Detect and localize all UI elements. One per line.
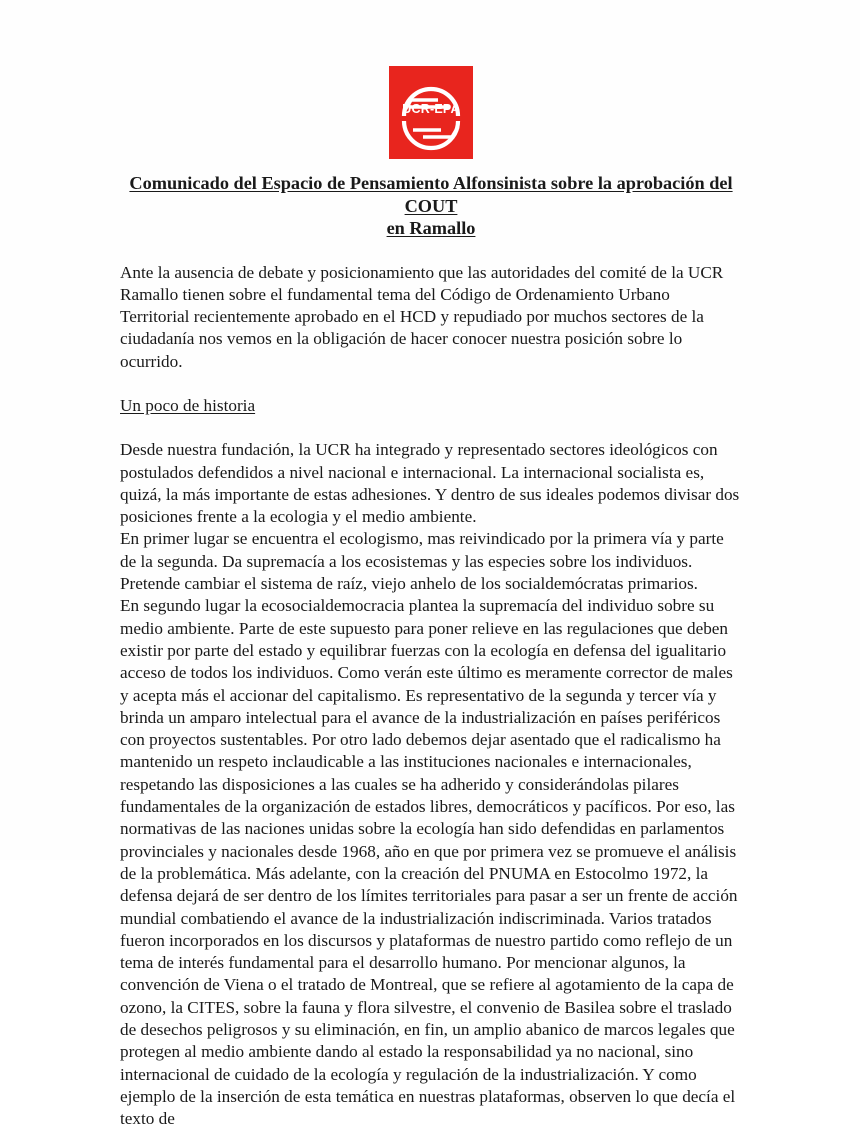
- body-paragraph-3: En segundo lugar la ecosocialdemocracia plantea la supremacía del individuo sobre su medio ambiente. Parte de este supuesto para poner relieve en las regulaciones que deben existir por parte del estado y equilibrar fuerzas con la ecología en defensa del igualitario acceso de todos los individuos. Como verán este último es meramente corrector de males y acepta más el accionar del capitalismo. Es representativo de la segunda y tercer vía y brinda un amparo intelectual para el avance de la industrialización en países periféricos con proyectos sustentables. Por otro lado debemos dejar asentado que el radicalismo ha mantenido un respeto inclaudicable a las instituciones nacionales e internacionales, respetando las disposiciones a las cuales se ha adherido y considerándolas pilares fundamentales de la organización de estados libres, democráticos y pacíficos. Por eso, las normativas de las naciones unidas sobre la ecología han sido defendidas en parlamentos provinciales y nacionales desde 1968, año en que por primera vez se promueve el análisis de la problemática. Más adelante, con la creación del PNUMA en Estocolmo 1972, la defensa dejará de ser dentro de los límites territoriales para pasar a ser un frente de acción mundial combatiendo el avance de la industrialización indiscriminada. Varios tratados fueron incorporados en los discursos y plataformas de nuestro partido como reflejo de un tema de interés fundamental para el desarrollo humano. Por mencionar algunos, la convención de Viena o el tratado de Montreal, que se refiere al agotamiento de la capa de ozono, la CITES, sobre la fauna y flora silvestre, el convenio de Basilea sobre el traslado de desechos peligrosos y su eliminación, en fin, un amplio abanico de marcos legales que protegen al medio ambiente dando al estado la responsabilidad ya no nacional, sino internacional de cuidado de la ecología y regulación de la industrialización. Y como ejemplo de la inserción de esta temática en nuestras plataformas, observen lo que decía el texto de: [120, 596, 738, 1129]
- intro-paragraph: Ante la ausencia de debate y posicionamiento que las autoridades del comité de la UCR Ramallo tienen sobre el fundamental tema del Código de Ordenamiento Urbano Territorial recientemente aprobado en el HCD y repudiado por muchos sectores de la ciudadanía nos vemos en la obligación de hacer conocer nuestra posición sobre lo ocurrido.: [120, 262, 724, 371]
- logo-red-square: [389, 66, 473, 159]
- section-heading-text: Un poco de historia: [120, 395, 256, 415]
- body-paragraph-2: En primer lugar se encuentra el ecologismo, mas reivindicado por la primera vía y parte de la segunda. Da supremacía a los ecosistemas y las especies sobre los individuos. Pretende cambiar el sistema de raíz, viejo anhelo de los socialdemócratas primarios.: [120, 529, 724, 594]
- page-title: [120, 172, 742, 240]
- ucr-epa-logo: [389, 66, 473, 159]
- page-title-line-1: Comunicado del Espacio de Pensamiento Alfonsinista sobre la aprobación del COUT: [129, 173, 733, 216]
- logo-text: UCR-EPA: [402, 102, 460, 116]
- body-paragraph-1: Desde nuestra fundación, la UCR ha integrado y representado sectores ideológicos con postulados defendidos a nivel nacional e internacional. La internacional socialista es, quizá, la más importante de estas adhesiones. Y dentro de sus ideales podemos divisar dos posiciones frente a la ecologia y el medio ambiente.: [120, 440, 740, 527]
- document-body: [120, 172, 742, 1130]
- section-heading: [120, 395, 742, 417]
- page-title-line-2: en Ramallo: [386, 218, 476, 238]
